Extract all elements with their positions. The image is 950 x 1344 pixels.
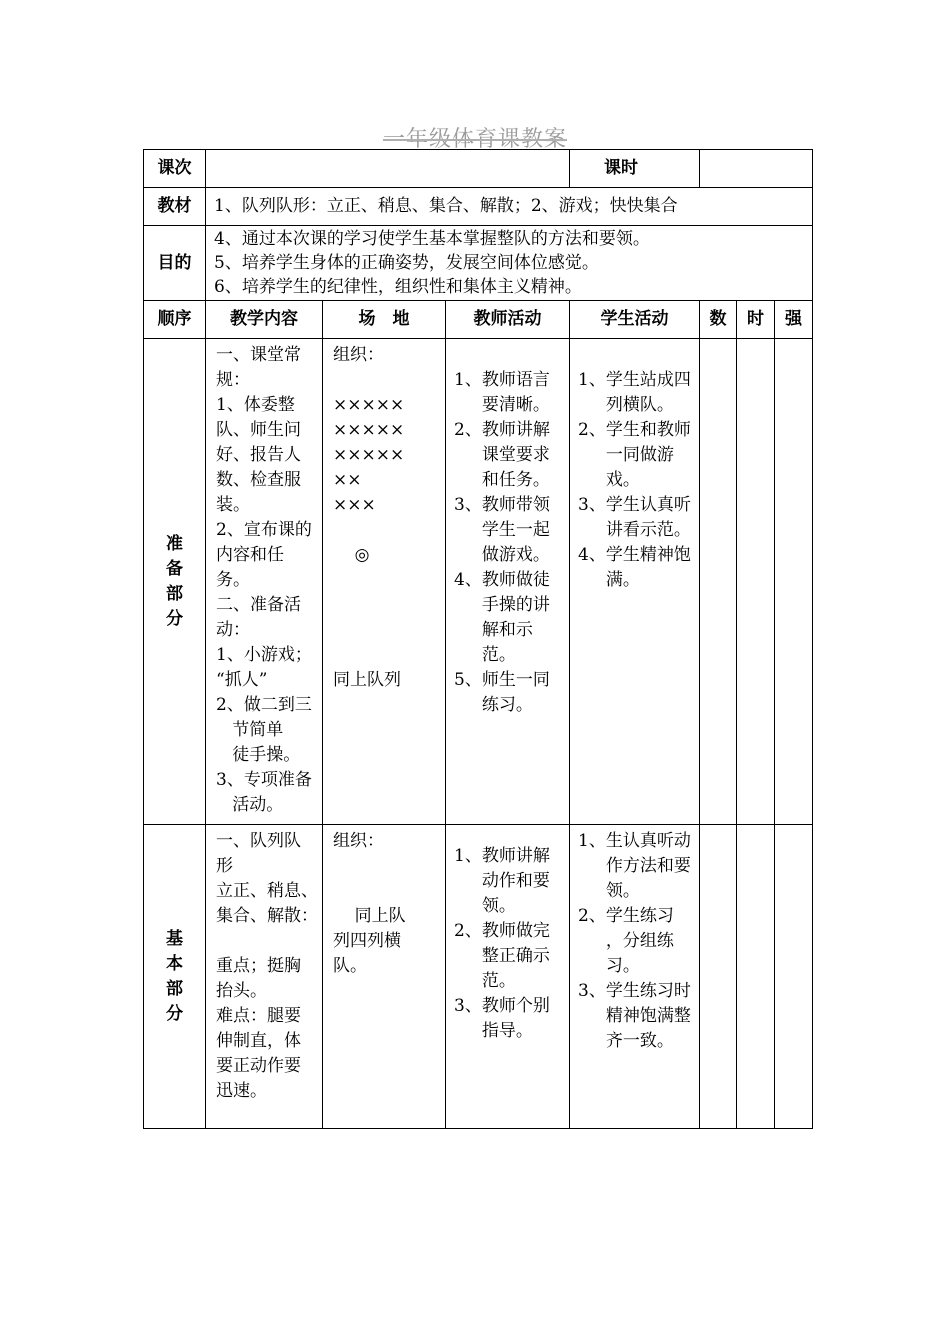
basic-content: 一、队列队 形 立正、稍息、 集合、解散： 重点；挺胸 抬头。 难点：腿要 伸制直，体 要正动作要 迅速。 [206,825,323,1129]
list-item: 4、 教师做徒手操的讲解和示范。 [454,570,550,665]
material-row [144,188,813,226]
basic-count[interactable] [700,825,737,1129]
formation-row: ××× [333,495,376,515]
lesson-row [144,150,813,188]
col-content: 教学内容 [206,301,323,339]
list-item: 3、 学生认真听讲看示范。 [578,495,691,540]
col-student: 学生活动 [570,301,700,339]
page-title: 一年级体育课教案 [382,127,567,152]
column-header-row [144,301,813,339]
lesson-plan-table [143,149,813,1129]
prep-section-row [144,339,813,825]
prep-venue: 组织： ××××× ××××× ××××× ×× ××× ◎ 同上队列 [323,339,446,825]
basic-time[interactable] [737,825,775,1129]
basic-section-row [144,825,813,1129]
list-item: 1、 生认真听动作方法和要领。 [578,831,691,901]
hours-value[interactable] [700,150,813,188]
col-count: 数 [700,301,737,339]
list-item: 1、 教师语言要清晰。 [454,370,550,415]
goal-item: 5、培养学生身体的正确姿势，发展空间体位感觉。 [214,253,599,273]
list-item: 4、 学生精神饱满。 [578,545,691,590]
goal-row [144,226,813,301]
basic-section-label: 基 本 部 分 [144,825,206,1129]
prep-time[interactable] [737,339,775,825]
hours-label: 课时 [570,150,700,188]
list-item: 2、 教师讲解课堂要求和任务。 [454,420,550,490]
list-item: 2、 教师做完整正确示范。 [454,921,550,991]
list-item: 1、 学生站成四列横队。 [578,370,691,415]
goal-item: 4、通过本次课的学习使学生基本掌握整队的方法和要领。 [214,229,650,249]
col-order: 顺序 [144,301,206,339]
list-item: 3、 学生练习时精神饱满整齐一致。 [578,981,691,1051]
list-item: 2、 学生和教师一同做游戏。 [578,420,691,490]
goal-label: 目的 [144,226,206,301]
lesson-label: 课次 [144,150,206,188]
prep-count[interactable] [700,339,737,825]
basic-student-activity [570,825,700,1129]
material-label: 教材 [144,188,206,226]
lesson-value[interactable] [206,150,570,188]
list-item: 1、 教师讲解动作和要领。 [454,846,550,916]
col-teacher: 教师活动 [446,301,570,339]
goal-item: 6、培养学生的纪律性，组织性和集体主义精神。 [214,277,582,297]
col-intensity: 强 [775,301,813,339]
material-value: 1、队列队形：立正、稍息、集合、解散；2、游戏；快快集合 [206,188,813,226]
basic-venue: 组织： 同上队 列四列横 队。 [323,825,446,1129]
formation-row: ××××× [333,445,405,465]
list-item: 2、 学生练习 ，分组练习。 [578,906,674,976]
formation-row: ××××× [333,420,405,440]
goal-list [206,226,813,301]
basic-teacher-activity [446,825,570,1129]
basic-intensity[interactable] [775,825,813,1129]
list-item: 5、 师生一同练习。 [454,670,550,715]
list-item: 3、 教师个别指导。 [454,996,550,1041]
prep-intensity[interactable] [775,339,813,825]
prep-section-label: 准 备 部 分 [144,339,206,825]
formation-row: ×× [333,470,362,490]
prep-student-activity [570,339,700,825]
list-item: 3、 教师带领学生一起做游戏。 [454,495,550,565]
prep-content: 一、课堂常 规： 1、体委整 队、师生问 好、报告人 数、检查服 装。 2、宣布课的 内容和任 务。 二、准备活 动： 1、小游戏； “抓人” 2、做二到三 节简单 徒手操。 3、专项准备 活动。 [206,339,323,825]
formation-row: ××××× [333,395,405,415]
teacher-position-icon: ◎ [333,545,370,565]
col-time: 时 [737,301,775,339]
prep-teacher-activity [446,339,570,825]
col-venue: 场 地 [323,301,446,339]
